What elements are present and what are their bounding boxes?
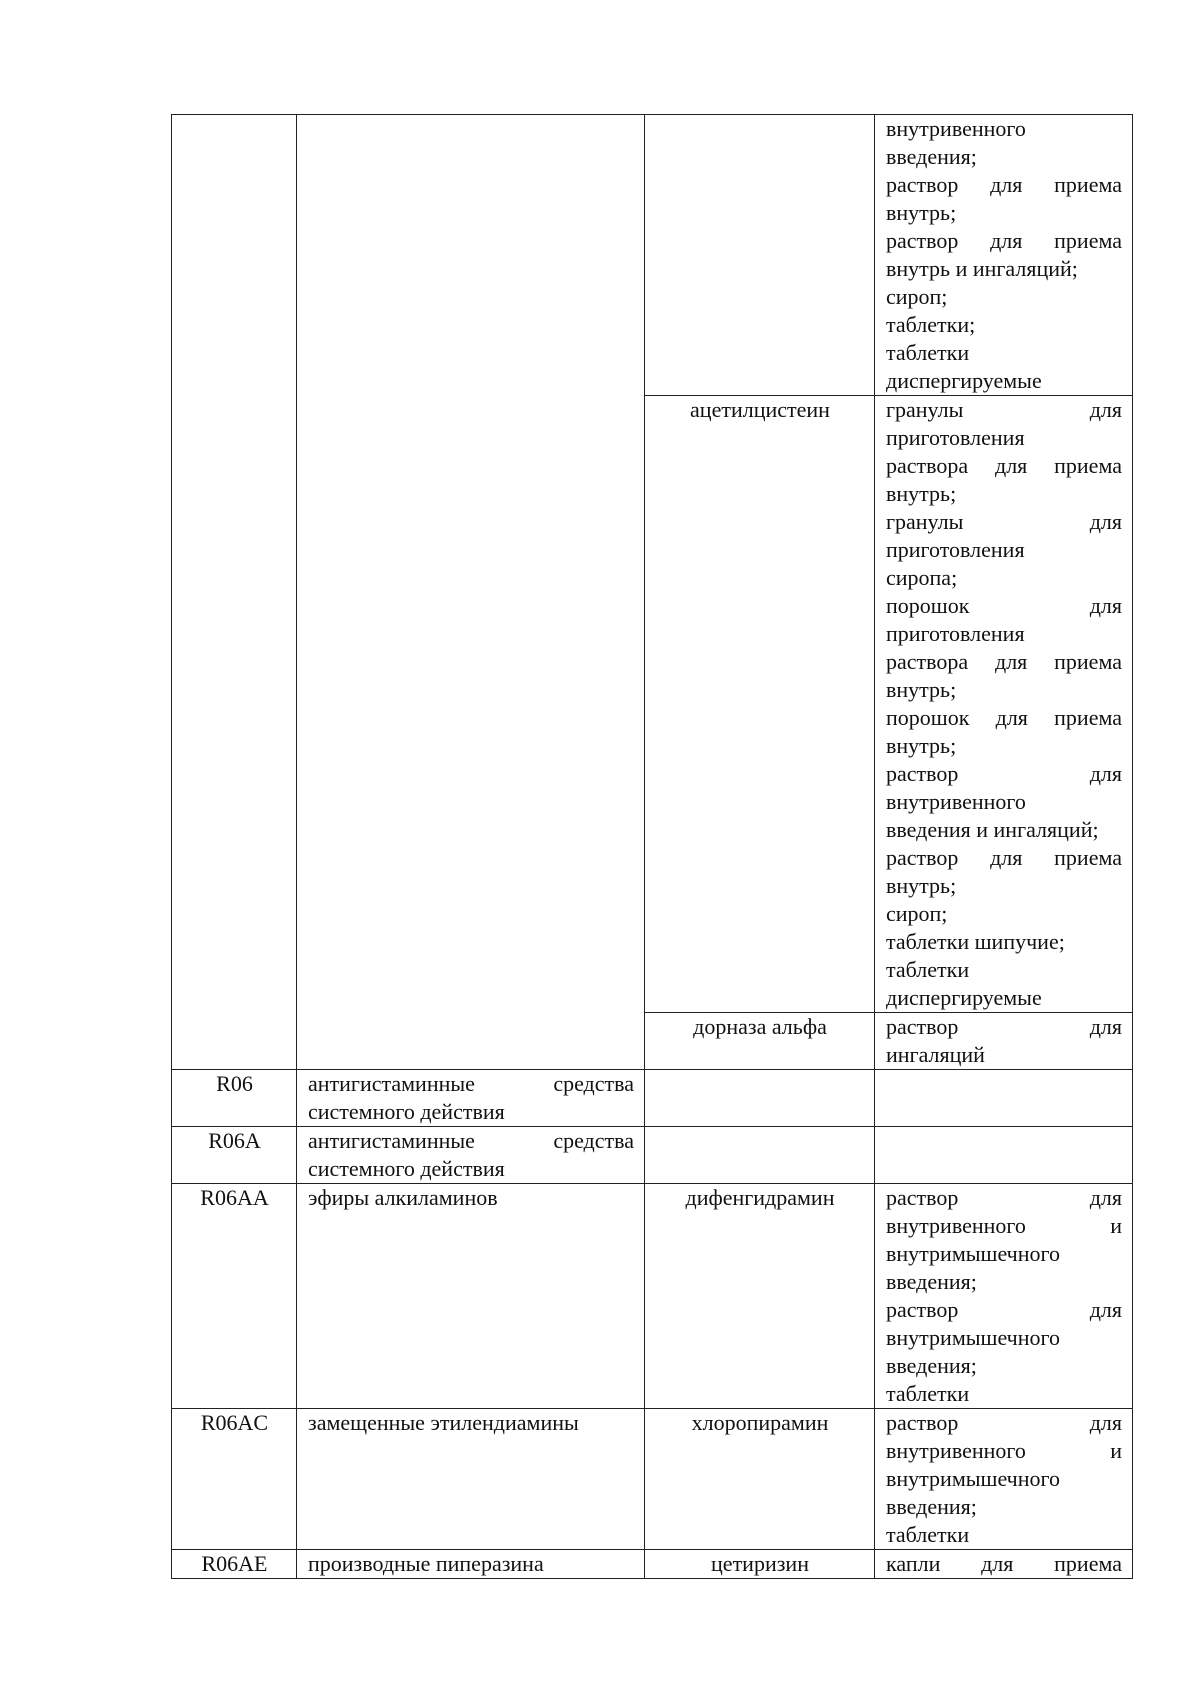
dosage-form-line: внутривенного и [886,1213,1122,1238]
drug-cell [645,396,875,1013]
table-row [172,1127,1133,1184]
dosage-form-line: порошок для [886,593,1122,618]
group-name-line: антигистаминные средства [308,1071,634,1096]
table-body [172,115,1133,1579]
dosage-form-line: внутрь и ингаляций; [886,256,1078,281]
dosage-form-line: введения; [886,1269,977,1294]
dosage-form-line: раствора для приема [886,649,1122,674]
drug-name: дифенгидрамин [685,1185,835,1210]
drug-name: дорназа альфа [693,1014,827,1039]
dosage-form-line: внутрь; [886,200,957,225]
dosage-form-line: диспергируемые [886,368,1042,393]
drug-cell [645,1070,875,1127]
dosage-form-line: введения; [886,1494,977,1519]
drug-cell [645,1127,875,1184]
dosage-form-line: таблетки; [886,312,976,337]
dosage-form-line: гранулы для [886,509,1122,534]
dosage-form-line: внутривенного [886,116,1026,141]
drug-cell [645,1013,875,1070]
dosage-form-line: сироп; [886,901,948,926]
dosage-form-line: введения и ингаляций; [886,817,1099,842]
forms-cell [875,1013,1133,1070]
group-cell [297,1070,645,1127]
forms-cell [875,1127,1133,1184]
dosage-form-line: приготовления [886,425,1025,450]
atc-code: R06 [216,1071,253,1096]
dosage-form-line: таблетки [886,340,970,365]
drug-name: цетиризин [711,1551,809,1576]
group-cell [297,115,645,1070]
forms-cell [875,1184,1133,1409]
forms-cell [875,115,1133,396]
dosage-form-line: сиропа; [886,565,958,590]
dosage-form-line: ингаляций [886,1042,985,1067]
dosage-form-line: раствор для [886,1297,1122,1322]
table-row [172,1070,1133,1127]
medication-table [171,114,1133,1579]
group-name-line: производные пиперазина [308,1551,544,1576]
dosage-form-line: таблетки шипучие; [886,929,1065,954]
drug-name: хлоропирамин [691,1410,829,1435]
atc-code: R06A [208,1128,261,1153]
forms-cell [875,1409,1133,1550]
code-cell [172,1127,297,1184]
drug-name: ацетилцистеин [690,397,830,422]
dosage-form-line: гранулы для [886,397,1122,422]
dosage-form-line: раствор для приема [886,228,1122,253]
drug-cell [645,1550,875,1579]
table-row [172,1184,1133,1409]
dosage-form-line: внутримышечного [886,1241,1060,1266]
dosage-form-line: раствор для [886,761,1122,786]
code-cell [172,1550,297,1579]
atc-code: R06AC [200,1410,269,1435]
dosage-form-line: внутрь; [886,677,957,702]
dosage-form-line: раствор для [886,1014,1122,1039]
table-row [172,1550,1133,1579]
dosage-form-line: раствор для приема [886,845,1122,870]
code-cell [172,115,297,1070]
code-cell [172,1184,297,1409]
dosage-form-line: введения; [886,1353,977,1378]
group-cell [297,1550,645,1579]
forms-cell [875,1070,1133,1127]
group-name-line: системного действия [308,1099,505,1124]
dosage-form-line: внутрь; [886,873,957,898]
group-name-line: системного действия [308,1156,505,1181]
drug-cell [645,1184,875,1409]
dosage-form-line: раствора для приема [886,453,1122,478]
dosage-form-line: капли для приема [886,1551,1122,1576]
group-cell [297,1409,645,1550]
atc-code: R06AE [201,1551,268,1576]
dosage-form-line: внутривенного и [886,1438,1122,1463]
dosage-form-line: порошок для приема [886,705,1122,730]
group-cell [297,1127,645,1184]
dosage-form-line: внутрь; [886,481,957,506]
dosage-form-line: таблетки [886,957,970,982]
table-row [172,1409,1133,1550]
dosage-form-line: таблетки [886,1522,970,1547]
dosage-form-line: раствор для приема [886,172,1122,197]
dosage-form-line: раствор для [886,1185,1122,1210]
table-row [172,115,1133,396]
dosage-form-line: приготовления [886,621,1025,646]
group-name-line: антигистаминные средства [308,1128,634,1153]
group-cell [297,1184,645,1409]
dosage-form-line: введения; [886,144,977,169]
forms-cell [875,396,1133,1013]
dosage-form-line: внутримышечного [886,1325,1060,1350]
dosage-form-line: внутримышечного [886,1466,1060,1491]
dosage-form-line: внутривенного [886,789,1026,814]
dosage-form-line: приготовления [886,537,1025,562]
group-name-line: эфиры алкиламинов [308,1185,498,1210]
dosage-form-line: сироп; [886,284,948,309]
drug-cell [645,1409,875,1550]
atc-code: R06AA [200,1185,269,1210]
code-cell [172,1409,297,1550]
dosage-form-line: раствор для [886,1410,1122,1435]
dosage-form-line: таблетки [886,1381,970,1406]
code-cell [172,1070,297,1127]
group-name-line: замещенные этилендиамины [308,1410,579,1435]
drug-cell [645,115,875,396]
dosage-form-line: внутрь; [886,733,957,758]
dosage-form-line: диспергируемые [886,985,1042,1010]
forms-cell [875,1550,1133,1579]
